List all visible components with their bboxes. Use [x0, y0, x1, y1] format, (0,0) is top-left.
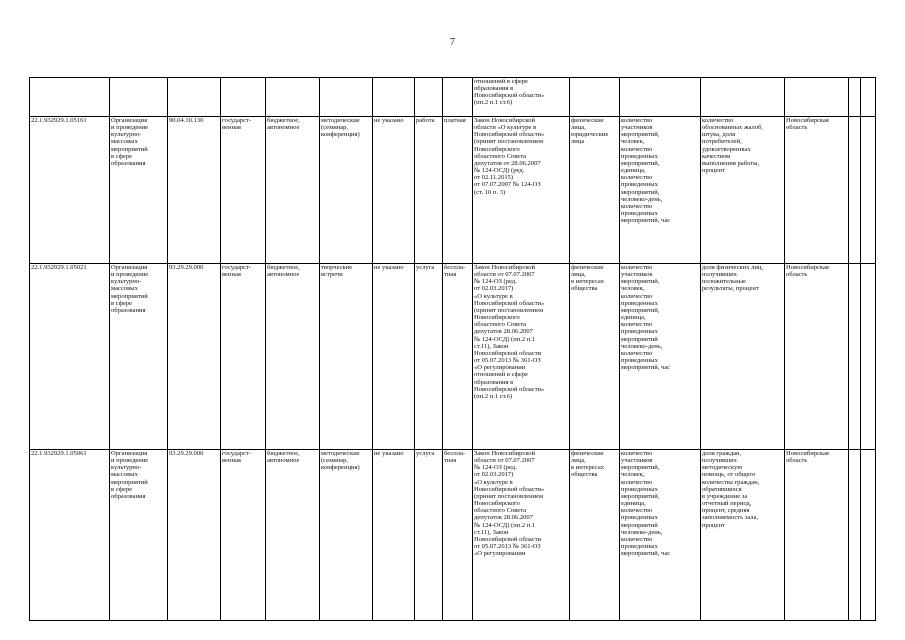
cell-authority: Новосибирская область	[785, 450, 849, 621]
cell-empty	[861, 264, 876, 450]
cell-paid: платная	[443, 117, 473, 264]
cell-condition: не указано	[373, 264, 415, 450]
cell-volume-indicators: количество участников мероприятий, человек, количество проведенных мероприятий, единица, количество проведенных мероприятий человеко-день, количество проведенных мероприятий, час	[620, 450, 701, 621]
cell-empty	[849, 264, 861, 450]
cell-institution-type: бюджетное, автономное	[266, 117, 320, 264]
cell-volume-indicators: количество участников мероприятий, человек, количество проведенных мероприятий, единица, количество проведенных мероприятий, человеко-день, количество проведенных мероприятий, час	[620, 117, 701, 264]
cell-empty	[861, 78, 876, 117]
cell-kind: работа	[415, 117, 443, 264]
table-row	[30, 264, 876, 450]
cell-sector	[221, 78, 266, 117]
cell-okved: 90.04.10.130	[168, 117, 221, 264]
cell-institution-type	[266, 78, 320, 117]
cell-content: методические (семинар, конференция)	[320, 450, 373, 621]
cell-institution-type: бюджетное, автономное	[266, 450, 320, 621]
cell-sector: государст- венная	[221, 117, 266, 264]
cell-volume-indicators	[620, 78, 701, 117]
cell-condition: не указано	[373, 450, 415, 621]
cell-kind: услуга	[415, 450, 443, 621]
cell-okved: 93.29.29.000	[168, 264, 221, 450]
cell-law: отношений в сфере образования в Новосибирской области» (пп.2 п.1 ст.6)	[473, 78, 570, 117]
cell-quality-indicators	[701, 78, 785, 117]
cell-empty	[861, 450, 876, 621]
cell-quality-indicators: количество обоснованных жалоб, штука, доля потребителей, удовлетворенных качеством выполнения работы, процент	[701, 117, 785, 264]
cell-content: творческие встречи	[320, 264, 373, 450]
cell-code	[30, 78, 110, 117]
cell-code: 22.1.932929.1.05021	[30, 264, 110, 450]
cell-empty	[849, 450, 861, 621]
cell-authority	[785, 78, 849, 117]
table-row	[30, 78, 876, 117]
cell-empty	[849, 78, 861, 117]
cell-law: Закон Новосибирской области от 07.07.2007 № 124-ОЗ (ред. от 02.03.2017) «О культуре в Новосибирской области» (принят постановлением Новосибирского областного Совета депутатов 28.06.2007 № 124-ОСД) (пп.2 п.1 ст.11), Закон Новосибирской области от 05.07.2013 № 361-ОЗ «О регулировании	[473, 450, 570, 621]
services-registry-table	[29, 77, 876, 621]
cell-empty	[849, 117, 861, 264]
page-number: 7	[450, 37, 455, 48]
cell-authority: Новосибирская область	[785, 264, 849, 450]
cell-institution-type: бюджетное, автономное	[266, 264, 320, 450]
cell-consumers	[570, 78, 620, 117]
cell-quality-indicators: доля физических лиц, получивших положительные результаты, процент	[701, 264, 785, 450]
cell-paid: беспла- тная	[443, 264, 473, 450]
cell-name: Организация и проведение культурно- массовых мероприятий в сфере образования	[110, 264, 168, 450]
cell-name: Организация и проведение культурно- массовых мероприятий в сфере образования	[110, 450, 168, 621]
cell-name	[110, 78, 168, 117]
cell-condition	[373, 78, 415, 117]
cell-consumers: физические лица, юридические лица	[570, 117, 620, 264]
cell-quality-indicators: доля граждан, получивших методическую помощь, от общего количества граждан, обратившихся в учреждение за отчетный период, процент, средняя заполняемость зала, процент	[701, 450, 785, 621]
cell-law: Закон Новосибирской области от 07.07.2007 № 124-ОЗ (ред. от 02.03.2017) «О культуре в Новосибирской области» (принят постановлением Новосибирского областного Совета депутатов 28.06.2007 № 124-ОСД) (пп.2 п.1 ст.11), Закон Новосибирской области от 05.07.2013 № 361-ОЗ «О регулировании отношений в сфере образования в Новосибирской области» (пп.2 п.1 ст.6)	[473, 264, 570, 450]
cell-code: 22.1.932929.1.05161	[30, 117, 110, 264]
cell-content: методические (семинар, конференция)	[320, 117, 373, 264]
cell-condition: не указано	[373, 117, 415, 264]
cell-kind	[415, 78, 443, 117]
cell-okved	[168, 78, 221, 117]
cell-volume-indicators: количество участников мероприятий, человек, количество проведенных мероприятий, единица, количество проведенных мероприятий человеко-день, количество проведенных мероприятий, час	[620, 264, 701, 450]
table-row	[30, 450, 876, 621]
cell-sector: государст- венная	[221, 264, 266, 450]
cell-paid: беспла- тная	[443, 450, 473, 621]
cell-name: Организация и проведение культурно- массовых мероприятий в сфере образования	[110, 117, 168, 264]
cell-authority: Новосибирская область	[785, 117, 849, 264]
cell-kind: услуга	[415, 264, 443, 450]
cell-code: 22.1.932929.1.05061	[30, 450, 110, 621]
cell-sector: государст- венная	[221, 450, 266, 621]
cell-paid	[443, 78, 473, 117]
cell-content	[320, 78, 373, 117]
cell-consumers: физические лица, в интересах общества	[570, 450, 620, 621]
cell-empty	[861, 117, 876, 264]
cell-consumers: физические лица, в интересах общества	[570, 264, 620, 450]
cell-okved: 93.29.29.000	[168, 450, 221, 621]
cell-law: Закон Новосибирской области «О культуре в Новосибирской области» (принят постановлением Новосибирского областного Совета депутатов от 28.06.2007 № 124-ОСД) (ред. от 02.11.2015) от 07.07.2007 № 124-ОЗ (ст. 10 п. 3)	[473, 117, 570, 264]
table-row	[30, 117, 876, 264]
